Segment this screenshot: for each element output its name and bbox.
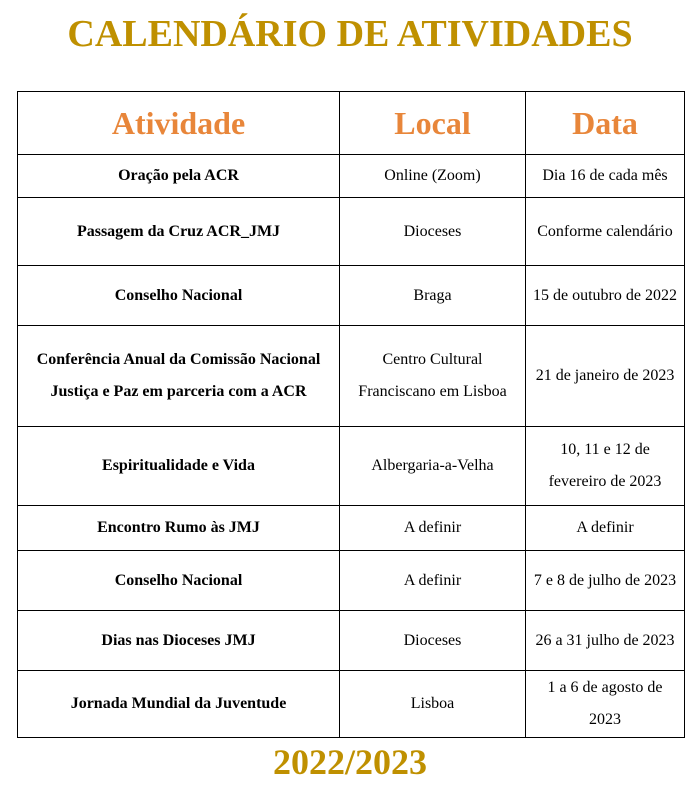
activities-table — [17, 91, 685, 738]
cell-atividade: Dias nas Dioceses JMJ — [18, 611, 340, 671]
cell-local: A definir — [340, 506, 526, 551]
cell-local: Lisboa — [340, 671, 526, 738]
cell-data: Conforme calendário — [526, 198, 685, 266]
cell-atividade: Jornada Mundial da Juventude — [18, 671, 340, 738]
cell-atividade: Oração pela ACR — [18, 155, 340, 198]
table-row — [18, 155, 685, 198]
table-header-row — [18, 92, 685, 155]
header-data: Data — [526, 92, 685, 155]
cell-data: A definir — [526, 506, 685, 551]
cell-atividade: Conselho Nacional — [18, 551, 340, 611]
cell-data: 21 de janeiro de 2023 — [526, 326, 685, 427]
table-row — [18, 506, 685, 551]
cell-data: 26 a 31 julho de 2023 — [526, 611, 685, 671]
header-atividade: Atividade — [18, 92, 340, 155]
cell-data: 10, 11 e 12 de fevereiro de 2023 — [526, 427, 685, 506]
cell-local: Dioceses — [340, 198, 526, 266]
cell-atividade: Espiritualidade e Vida — [18, 427, 340, 506]
cell-local: Braga — [340, 266, 526, 326]
cell-data: 15 de outubro de 2022 — [526, 266, 685, 326]
cell-data: Dia 16 de cada mês — [526, 155, 685, 198]
table-row — [18, 198, 685, 266]
cell-atividade: Encontro Rumo às JMJ — [18, 506, 340, 551]
table-row — [18, 427, 685, 506]
cell-local: A definir — [340, 551, 526, 611]
table-row — [18, 671, 685, 738]
cell-data: 1 a 6 de agosto de 2023 — [526, 671, 685, 738]
header-local: Local — [340, 92, 526, 155]
table-row — [18, 611, 685, 671]
cell-atividade: Conferência Anual da Comissão Nacional Justiça e Paz em parceria com a ACR — [18, 326, 340, 427]
cell-local: Dioceses — [340, 611, 526, 671]
cell-data: 7 e 8 de julho de 2023 — [526, 551, 685, 611]
table-row — [18, 326, 685, 427]
table-row — [18, 266, 685, 326]
cell-local: Online (Zoom) — [340, 155, 526, 198]
school-year: 2022/2023 — [272, 742, 427, 782]
cell-local: Centro Cultural Franciscano em Lisboa — [340, 326, 526, 427]
table-row — [18, 551, 685, 611]
page-title: CALENDÁRIO DE ATIVIDADES — [67, 13, 633, 55]
cell-atividade: Passagem da Cruz ACR_JMJ — [18, 198, 340, 266]
cell-atividade: Conselho Nacional — [18, 266, 340, 326]
cell-local: Albergaria-a-Velha — [340, 427, 526, 506]
